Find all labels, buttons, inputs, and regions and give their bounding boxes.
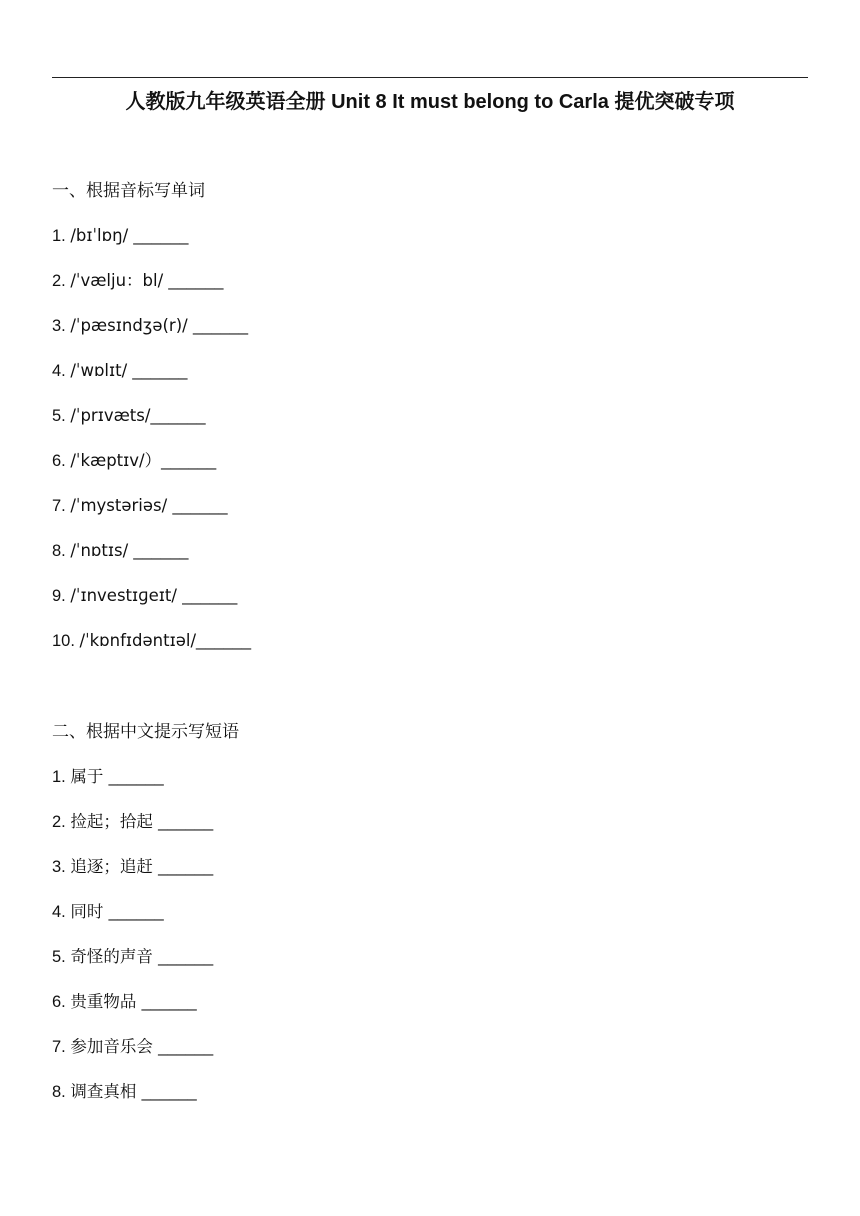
question-number: 4. <box>52 362 71 380</box>
question-number: 6. <box>52 993 71 1011</box>
question-number: 3. <box>52 858 71 876</box>
answer-blank[interactable]: ______ <box>108 903 164 921</box>
answer-blank[interactable]: ______ <box>158 948 214 966</box>
answer-blank[interactable]: ______ <box>161 452 217 470</box>
question-text: /ˈvælju：bl/ <box>70 271 169 290</box>
question-item <box>52 224 812 269</box>
answer-blank[interactable]: ______ <box>132 362 188 380</box>
question-item <box>52 629 812 674</box>
question-text: 参加音乐会 <box>70 1037 159 1056</box>
question-text: 奇怪的声音 <box>70 947 159 966</box>
answer-blank[interactable]: ______ <box>150 407 206 425</box>
answer-blank[interactable]: ______ <box>182 587 238 605</box>
question-item <box>52 539 812 584</box>
question-item <box>52 945 812 990</box>
answer-blank[interactable]: ______ <box>158 858 214 876</box>
question-number: 6. <box>52 452 71 470</box>
section-phonetics <box>52 179 812 674</box>
question-text: 调查真相 <box>70 1082 142 1101</box>
question-number: 10. <box>52 632 80 650</box>
question-item <box>52 900 812 945</box>
question-item <box>52 1080 812 1125</box>
answer-blank[interactable]: ______ <box>192 317 248 335</box>
question-text: 捡起；拾起 <box>70 812 159 831</box>
question-item <box>52 494 812 539</box>
question-item <box>52 314 812 359</box>
answer-blank[interactable]: ______ <box>141 993 197 1011</box>
question-list <box>52 765 812 1125</box>
question-list <box>52 224 812 674</box>
question-text: /ˈkæptɪv/） <box>70 451 162 470</box>
question-number: 5. <box>52 407 71 425</box>
question-number: 9. <box>52 587 71 605</box>
answer-blank[interactable]: ______ <box>172 497 228 515</box>
section-heading: 二、根据中文提示写短语 <box>52 722 239 742</box>
question-item <box>52 810 812 855</box>
answer-blank[interactable]: ______ <box>133 227 189 245</box>
answer-blank[interactable]: ______ <box>108 768 164 786</box>
section-phrases <box>52 720 812 1125</box>
answer-blank[interactable]: ______ <box>196 632 252 650</box>
answer-blank[interactable]: ______ <box>133 542 189 560</box>
question-number: 2. <box>52 272 71 290</box>
question-text: /ˈmystəriəs/ <box>70 496 173 515</box>
answer-blank[interactable]: ______ <box>141 1083 197 1101</box>
question-item <box>52 1035 812 1080</box>
question-number: 7. <box>52 1038 71 1056</box>
question-item <box>52 990 812 1035</box>
question-text: /ˈɪnvestɪɡeɪt/ <box>70 586 183 605</box>
section-heading: 一、根据音标写单词 <box>52 181 205 201</box>
question-text: 追逐；追赶 <box>70 857 159 876</box>
question-text: /ˈnɒtɪs/ <box>70 541 134 560</box>
question-number: 2. <box>52 813 71 831</box>
question-text: /ˈprɪvæts/ <box>70 406 151 425</box>
question-number: 4. <box>52 903 71 921</box>
question-text: 属于 <box>70 767 109 786</box>
question-item <box>52 584 812 629</box>
question-number: 5. <box>52 948 71 966</box>
question-item <box>52 269 812 314</box>
question-text: 同时 <box>70 902 109 921</box>
question-text: /bɪˈlɒŋ/ <box>70 226 134 245</box>
question-text: /ˈkɒnfɪdəntɪəl/ <box>79 631 197 650</box>
question-text: /ˈwɒlɪt/ <box>70 361 133 380</box>
question-number: 3. <box>52 317 71 335</box>
answer-blank[interactable]: ______ <box>158 813 214 831</box>
question-item <box>52 449 812 494</box>
question-number: 1. <box>52 227 71 245</box>
question-number: 1. <box>52 768 71 786</box>
question-number: 8. <box>52 1083 71 1101</box>
question-number: 7. <box>52 497 71 515</box>
question-item <box>52 765 812 810</box>
answer-blank[interactable]: ______ <box>168 272 224 290</box>
question-text: /ˈpæsɪndʒə(r)/ <box>70 316 193 335</box>
question-number: 8. <box>52 542 71 560</box>
question-item <box>52 359 812 404</box>
answer-blank[interactable]: ______ <box>158 1038 214 1056</box>
question-item <box>52 404 812 449</box>
question-item <box>52 855 812 900</box>
question-text: 贵重物品 <box>70 992 142 1011</box>
document-title: 人教版九年级英语全册 Unit 8 It must belong to Carla 提优突破专项 <box>125 91 735 113</box>
header-rule <box>52 77 808 78</box>
